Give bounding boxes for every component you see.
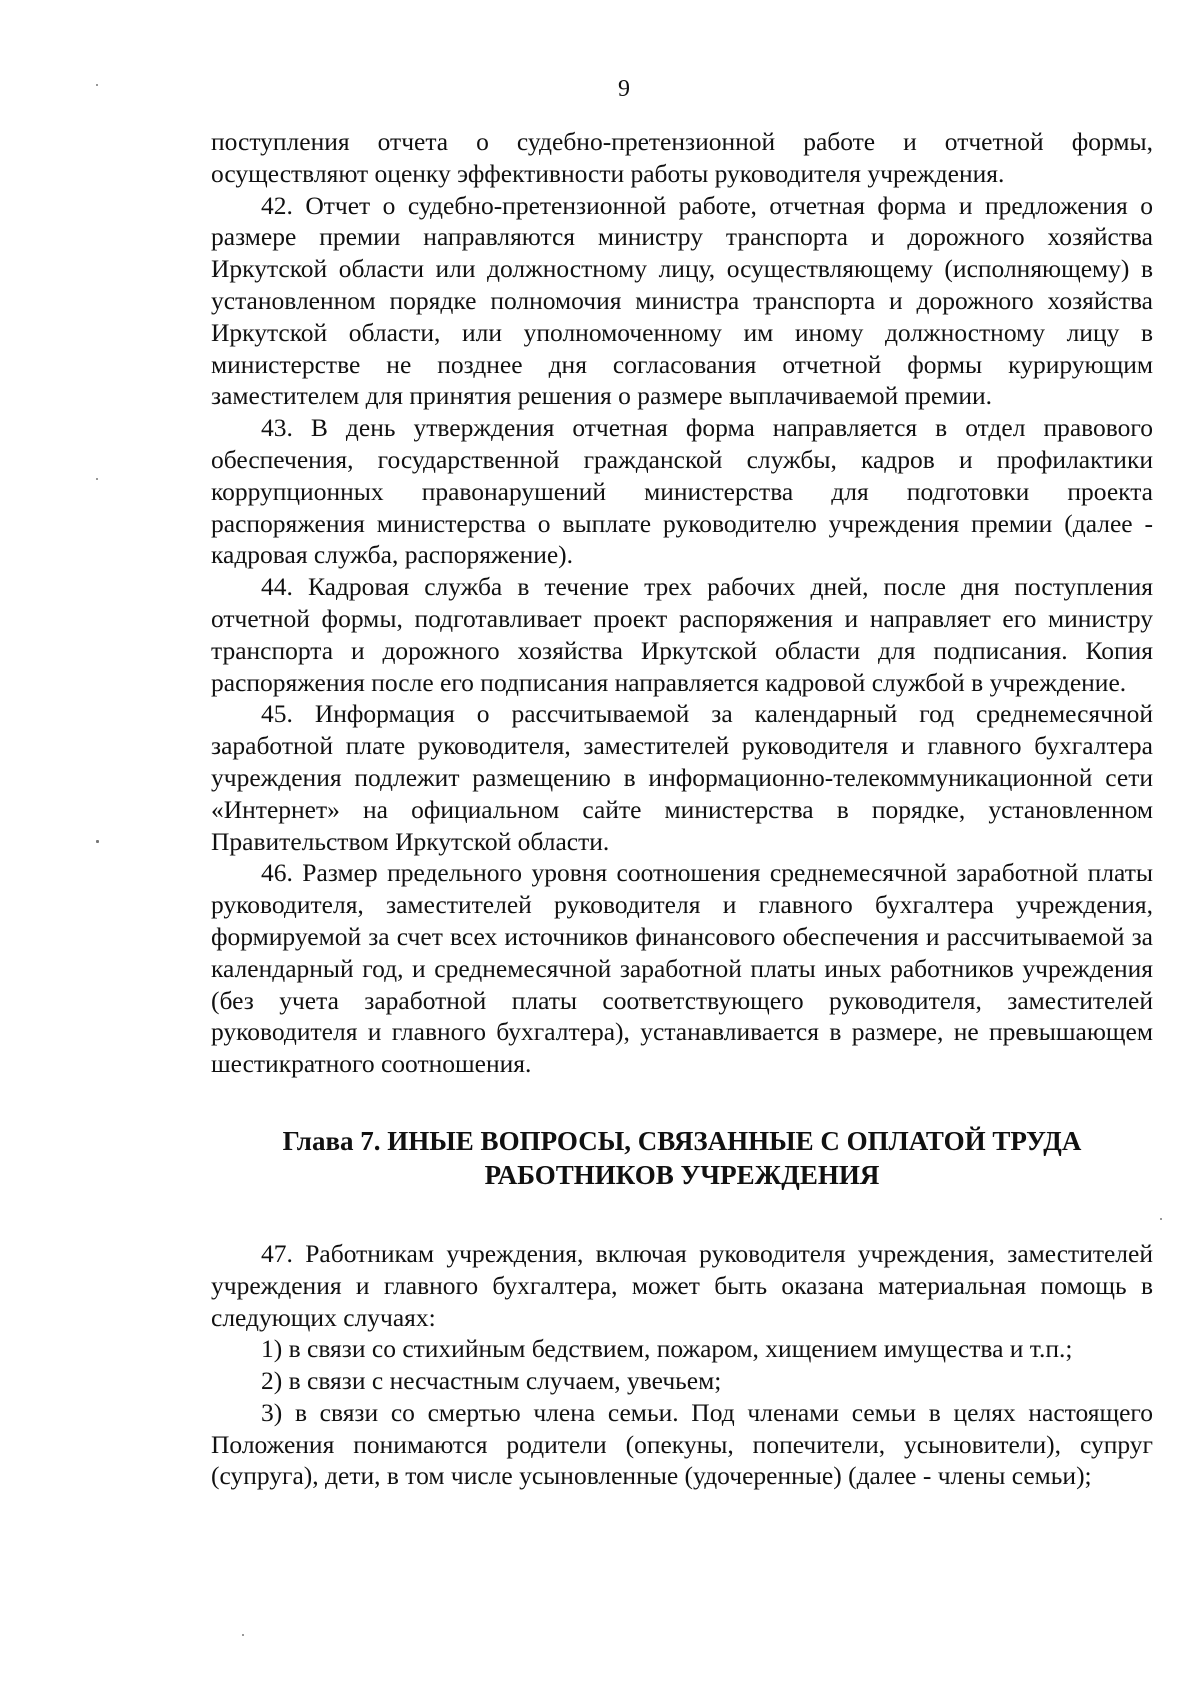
- paragraph-44: 44. Кадровая служба в течение трех рабочих дней, после дня поступления отчетной формы, подготавливает проект распоряжения и направляет его министру транспорта и дорожного хозяйства Иркутской области для подписания. Копия распоряжения после его подписания направляется кадровой службой в учреждение.: [211, 572, 1153, 697]
- paragraph-47: 47. Работникам учреждения, включая руководителя учреждения, заместителей учреждения и главного бухгалтера, может быть оказана материальная помощь в следующих случаях:: [211, 1238, 1153, 1332]
- chapter-heading-line-2: РАБОТНИКОВ УЧРЕЖДЕНИЯ: [484, 1159, 880, 1190]
- chapter-heading: [211, 1124, 1153, 1192]
- scan-speck: [1160, 1218, 1162, 1220]
- paragraph-continuation: поступления отчета о судебно-претензионной работе и отчетной формы, осуществляют оценку эффективности работы руководителя учреждения.: [211, 127, 1153, 188]
- list-item-1: 1) в связи со стихийным бедствием, пожаром, хищением имущества и т.п.;: [261, 1334, 1073, 1364]
- scan-speck: [242, 1634, 244, 1636]
- paragraph-45: 45. Информация о рассчитываемой за календарный год среднемесячной заработной плате руководителя, заместителей руководителя и главного бухгалтера учреждения подлежит размещению в информационно-телекоммуникационной сети «Интернет» на официальном сайте министерства в порядке, установленном Правительством Иркутской области.: [211, 699, 1153, 856]
- list-item-3: 3) в связи со смертью члена семьи. Под членами семьи в целях настоящего Положения понимаются родители (опекуны, попечители, усыновители), супруг (супруга), дети, в том числе усыновленные (удочеренные) (далее - члены семьи);: [211, 1397, 1153, 1491]
- paragraph-42: 42. Отчет о судебно-претензионной работе, отчетная форма и предложения о размере премии направляются министру транспорта и дорожного хозяйства Иркутской области или должностному лицу, осуществляющему (исполняющему) в установленном порядке полномочия министра транспорта и дорожного хозяйства Иркутской области, или уполномоченному им иному должностному лицу в министерстве не позднее дня согласования отчетной формы курирующим заместителем для принятия решения о размере выплачиваемой премии.: [211, 190, 1153, 411]
- scan-speck: [96, 478, 98, 480]
- chapter-heading-line-1: Глава 7. ИНЫЕ ВОПРОСЫ, СВЯЗАННЫЕ С ОПЛАТОЙ ТРУДА: [282, 1125, 1082, 1156]
- paragraph-43: 43. В день утверждения отчетная форма направляется в отдел правового обеспечения, государственной гражданской службы, кадров и профилактики коррупционных правонарушений министерства для подготовки проекта распоряжения министерства о выплате руководителю учреждения премии (далее - кадровая служба, распоряжение).: [211, 413, 1153, 570]
- paragraph-46: 46. Размер предельного уровня соотношения среднемесячной заработной платы руководителя, заместителей руководителя и главного бухгалтера учреждения, формируемой за счет всех источников финансового обеспечения и рассчитываемой за календарный год, и среднемесячной заработной платы иных работников учреждения (без учета заработной платы соответствующего руководителя, заместителей руководителя и главного бухгалтера), устанавливается в размере, не превышающем шестикратного соотношения.: [211, 858, 1153, 1079]
- scan-speck: [96, 840, 99, 843]
- document-body: [211, 126, 1153, 1492]
- page-number: 9: [618, 76, 630, 102]
- list-item-2: 2) в связи с несчастным случаем, увечьем;: [261, 1366, 722, 1396]
- scan-speck: [96, 84, 98, 86]
